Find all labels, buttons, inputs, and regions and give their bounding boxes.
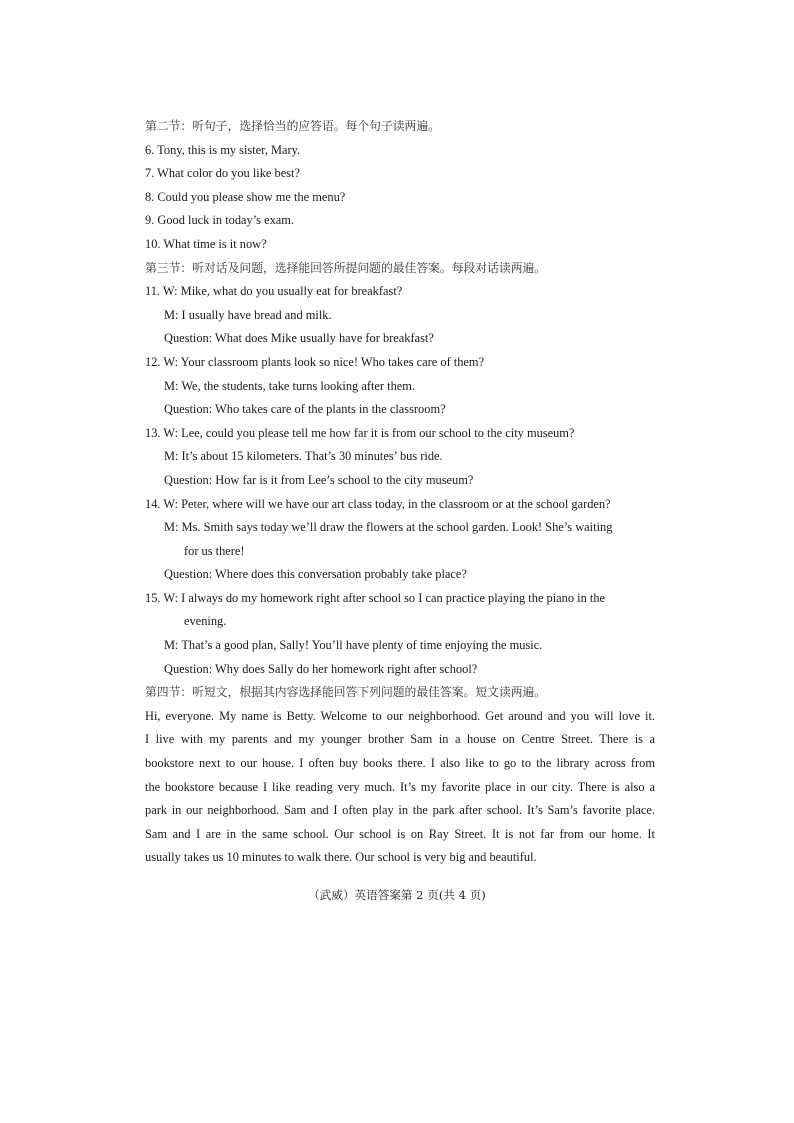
passage-line-2: I live with my parents and my younger brother Sam in a house on Centre Street. There is a xyxy=(145,732,655,747)
q15-question: Question: Why does Sally do her homework right after school? xyxy=(164,661,478,676)
q11-man: M: I usually have bread and milk. xyxy=(164,307,332,322)
q15-man: M: That’s a good plan, Sally! You’ll have plenty of time enjoying the music. xyxy=(164,638,543,653)
q12-question: Question: Who takes care of the plants in the classroom? xyxy=(164,402,446,417)
passage-line-3: bookstore next to our house. I often buy books there. I also like to go to the library across from xyxy=(145,756,655,771)
q11-woman: 11. W: Mike, what do you usually eat for breakfast? xyxy=(145,284,403,299)
section3-heading: 第三节：听对话及问题，选择能回答所提问题的最佳答案。每段对话读两遍。 xyxy=(145,260,547,275)
item-10: 10. What time is it now? xyxy=(145,236,267,251)
page-footer xyxy=(0,885,794,905)
q15-woman-line1: 15. W: I always do my homework right after school so I can practice playing the piano in the xyxy=(145,590,606,605)
passage-line-7: usually takes us 10 minutes to walk there. Our school is very big and beautiful. xyxy=(145,850,537,865)
q12-woman: 12. W: Your classroom plants look so nice! Who takes care of them? xyxy=(145,354,485,369)
q12-man: M: We, the students, take turns looking after them. xyxy=(164,378,416,393)
section4-heading: 第四节：听短文，根据其内容选择能回答下列问题的最佳答案。短文读两遍。 xyxy=(145,685,547,700)
item-8: 8. Could you please show me the menu? xyxy=(145,189,346,204)
passage-line-4: the bookstore because I like reading very much. It’s my favorite place in our city. There is also a xyxy=(145,779,655,794)
section2-heading: 第二节：听句子，选择恰当的应答语。每个句子读两遍。 xyxy=(145,119,440,133)
q15-woman-line2: evening. xyxy=(184,614,227,629)
q13-woman: 13. W: Lee, could you please tell me how far it is from our school to the city museum? xyxy=(145,425,575,440)
q11-question: Question: What does Mike usually have for breakfast? xyxy=(164,331,434,346)
passage-line-5: park in our neighborhood. Sam and I often play in the park after school. It’s Sam’s favorite place. xyxy=(145,803,655,818)
q14-man-line1: M: Ms. Smith says today we’ll draw the flowers at the school garden. Look! She’s waiting xyxy=(164,520,613,535)
passage-line-1: Hi, everyone. My name is Betty. Welcome to our neighborhood. Get around and you will love it. xyxy=(145,708,655,723)
item-6: 6. Tony, this is my sister, Mary. xyxy=(145,142,301,157)
q14-man-line2: for us there! xyxy=(184,543,245,558)
q14-question: Question: Where does this conversation probably take place? xyxy=(164,567,467,582)
footer-text: （武威）英语答案第 2 页(共 4 页) xyxy=(308,888,486,902)
q14-woman: 14. W: Peter, where will we have our art class today, in the classroom or at the school garden? xyxy=(145,496,611,511)
q13-question: Question: How far is it from Lee’s school to the city museum? xyxy=(164,472,474,487)
item-7: 7. What color do you like best? xyxy=(145,166,300,181)
item-9: 9. Good luck in today’s exam. xyxy=(145,213,295,228)
q13-man: M: It’s about 15 kilometers. That’s 30 minutes’ bus ride. xyxy=(164,449,443,464)
passage-line-6: Sam and I are in the same school. Our school is on Ray Street. It is not far from our home. It xyxy=(145,826,655,841)
listening-script xyxy=(145,115,655,870)
